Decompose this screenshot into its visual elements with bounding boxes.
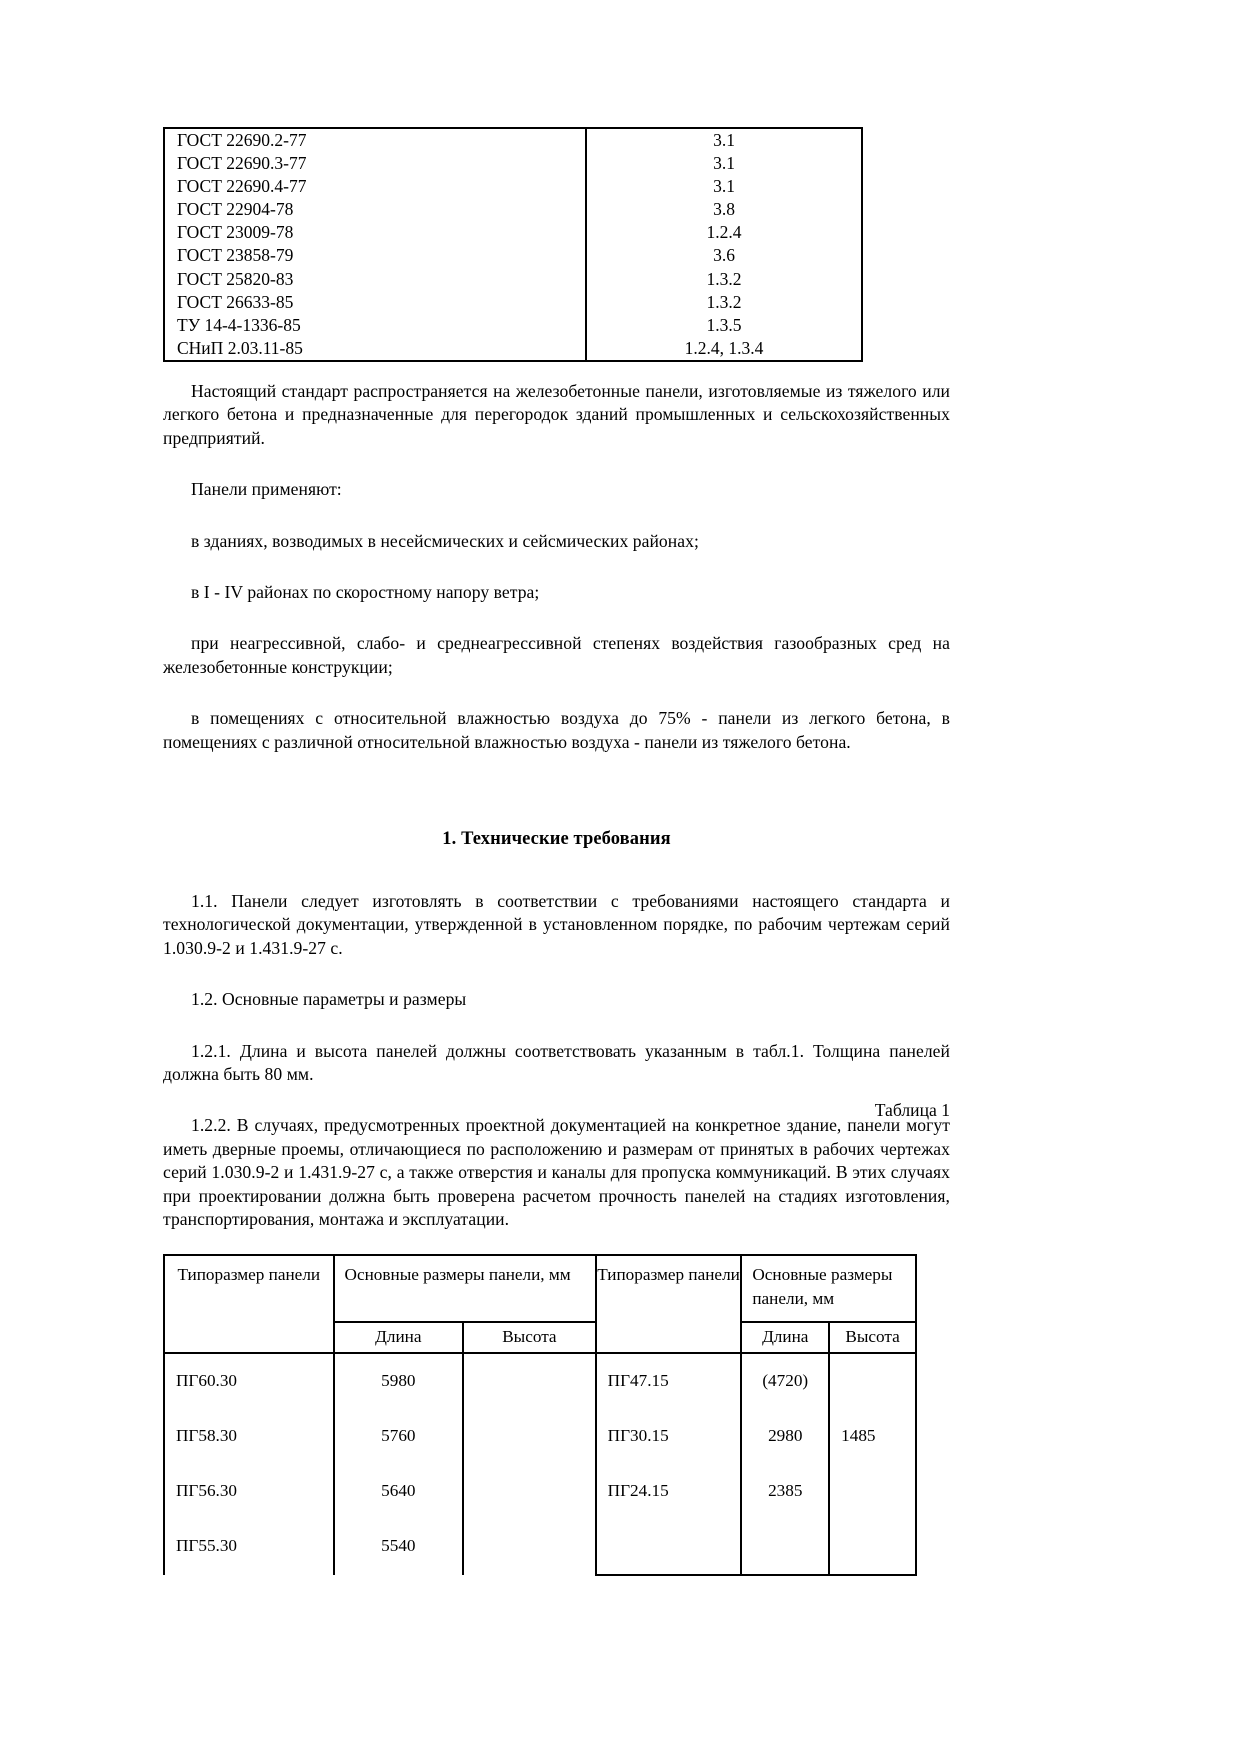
clause-1-2: 1.2. Основные параметры и размеры <box>191 989 467 1010</box>
standard-designation: ГОСТ 22904-78 <box>165 198 586 221</box>
table-row <box>165 244 861 267</box>
cell-type-right: ПГ30.15 <box>596 1409 742 1464</box>
paragraph-usage-4: в помещениях с относительной влажностью воздуха до 75% - панели из легкого бетона, в помещениях с различной относительной влажностью воздуха - панели из тяжелого бетона. <box>163 708 950 752</box>
standard-clause: 1.2.4 <box>706 222 742 243</box>
table-header-row <box>164 1255 916 1322</box>
reference-standards-table <box>163 127 863 362</box>
cell-length-right: 2385 <box>741 1464 829 1519</box>
standard-clause: 3.6 <box>713 245 735 266</box>
cell-height-right <box>829 1464 916 1519</box>
standard-designation: СНиП 2.03.11-85 <box>165 337 586 360</box>
cell-length-right: (4720) <box>741 1353 829 1409</box>
header-type-left: Типоразмер панели <box>164 1255 334 1353</box>
table-row <box>165 268 861 291</box>
clauses-block <box>163 890 950 1231</box>
panel-sizes-table <box>163 1254 917 1576</box>
table-row <box>164 1409 916 1464</box>
standard-clause: 3.1 <box>713 130 735 150</box>
table-row <box>165 129 861 152</box>
table-row <box>165 337 861 360</box>
header-dims-right: Основные размеры панели, мм <box>741 1255 916 1322</box>
cell-length-left: 5640 <box>334 1464 464 1519</box>
table-caption-block <box>163 1100 950 1121</box>
table-row <box>164 1353 916 1409</box>
standard-clause: 1.3.2 <box>706 291 742 312</box>
cell-length-left: 5760 <box>334 1409 464 1464</box>
cell-length-right <box>741 1519 829 1575</box>
table-row <box>165 198 861 221</box>
standard-designation: ГОСТ 22690.4-77 <box>165 175 586 198</box>
table-row <box>165 314 861 337</box>
standard-clause: 1.3.2 <box>706 268 742 289</box>
standard-designation: ГОСТ 22690.2-77 <box>165 129 586 152</box>
table-row <box>164 1464 916 1519</box>
standard-designation: ГОСТ 26633-85 <box>165 291 586 314</box>
header-type-right: Типоразмер панели <box>596 1255 742 1353</box>
cell-type-right: ПГ47.15 <box>596 1353 742 1409</box>
table-row <box>165 291 861 314</box>
paragraph-usage-1: в зданиях, возводимых в несейсмических и сейсмических районах; <box>191 530 699 551</box>
cell-type-left: ПГ55.30 <box>164 1519 334 1575</box>
header-height-right: Высота <box>829 1322 916 1353</box>
paragraph-usage-intro: Панели применяют: <box>191 479 342 500</box>
cell-type-right: ПГ24.15 <box>596 1464 742 1519</box>
cell-height-right <box>829 1353 916 1409</box>
paragraph-scope: Настоящий стандарт распространяется на железобетонные панели, изготовляемые из тяжелого или легкого бетона и предназначенные для перегородок зданий промышленных и сельскохозяйственных предприятий. <box>163 381 950 448</box>
standard-clause: 1.2.4, 1.3.4 <box>684 337 764 358</box>
cell-height-right: 1485 <box>829 1409 916 1464</box>
table-caption: Таблица 1 <box>874 1100 950 1120</box>
standard-designation: ГОСТ 23858-79 <box>165 244 586 267</box>
cell-type-left: ПГ60.30 <box>164 1353 334 1409</box>
header-height-left: Высота <box>463 1322 596 1353</box>
body-text-block <box>163 380 950 754</box>
section-heading-block <box>163 829 950 850</box>
standard-designation: ГОСТ 23009-78 <box>165 221 586 244</box>
cell-length-left: 5980 <box>334 1353 464 1409</box>
cell-height-left <box>463 1353 596 1409</box>
paragraph-usage-2: в I - IV районах по скоростному напору ветра; <box>191 581 540 602</box>
standard-clause: 3.8 <box>713 199 735 220</box>
standard-clause: 3.1 <box>713 153 735 174</box>
cell-type-right <box>596 1519 742 1575</box>
header-length-left: Длина <box>334 1322 464 1353</box>
cell-height-left <box>463 1519 596 1575</box>
paragraph-usage-3: при неагрессивной, слабо- и среднеагрессивной степенях воздействия газообразных сред на железобетонные конструкции; <box>163 633 950 677</box>
page-title: 1. Технические требования <box>442 829 671 849</box>
table-row <box>165 221 861 244</box>
table-row <box>165 175 861 198</box>
standard-designation: ГОСТ 22690.3-77 <box>165 152 586 175</box>
clause-1-2-2: 1.2.2. В случаях, предусмотренных проектной документацией на конкретное здание, панели могут иметь дверные проемы, отличающиеся по расположению и размерам от принятых в рабочих чертежах серий 1.030.9-2 и 1.431.9-27 с, а также отверстия и каналы для пропуска коммуникаций. В этих случаях при проектировании должна быть проверена расчетом прочность панелей на стадиях изготовления, транспортирования, монтажа и эксплуатации. <box>163 1115 950 1229</box>
table-row <box>164 1519 916 1575</box>
cell-length-right: 2980 <box>741 1409 829 1464</box>
standard-clause: 3.1 <box>713 176 735 197</box>
header-dims-left: Основные размеры панели, мм <box>334 1255 596 1322</box>
cell-height-left <box>463 1464 596 1519</box>
table-row <box>165 152 861 175</box>
cell-length-left: 5540 <box>334 1519 464 1575</box>
standard-designation: ГОСТ 25820-83 <box>165 268 586 291</box>
header-length-right: Длина <box>741 1322 829 1353</box>
standard-clause: 1.3.5 <box>706 314 742 335</box>
cell-type-left: ПГ56.30 <box>164 1464 334 1519</box>
cell-type-left: ПГ58.30 <box>164 1409 334 1464</box>
cell-height-right <box>829 1519 916 1575</box>
clause-1-1: 1.1. Панели следует изготовлять в соответствии с требованиями настоящего стандарта и технологической документации, утвержденной в установленном порядке, по рабочим чертежам серий 1.030.9-2 и 1.431.9-27 с. <box>163 891 950 958</box>
standard-designation: ТУ 14-4-1336-85 <box>165 314 586 337</box>
clause-1-2-1: 1.2.1. Длина и высота панелей должны соответствовать указанным в табл.1. Толщина панелей должна быть 80 мм. <box>163 1040 950 1084</box>
cell-height-left <box>463 1409 596 1464</box>
